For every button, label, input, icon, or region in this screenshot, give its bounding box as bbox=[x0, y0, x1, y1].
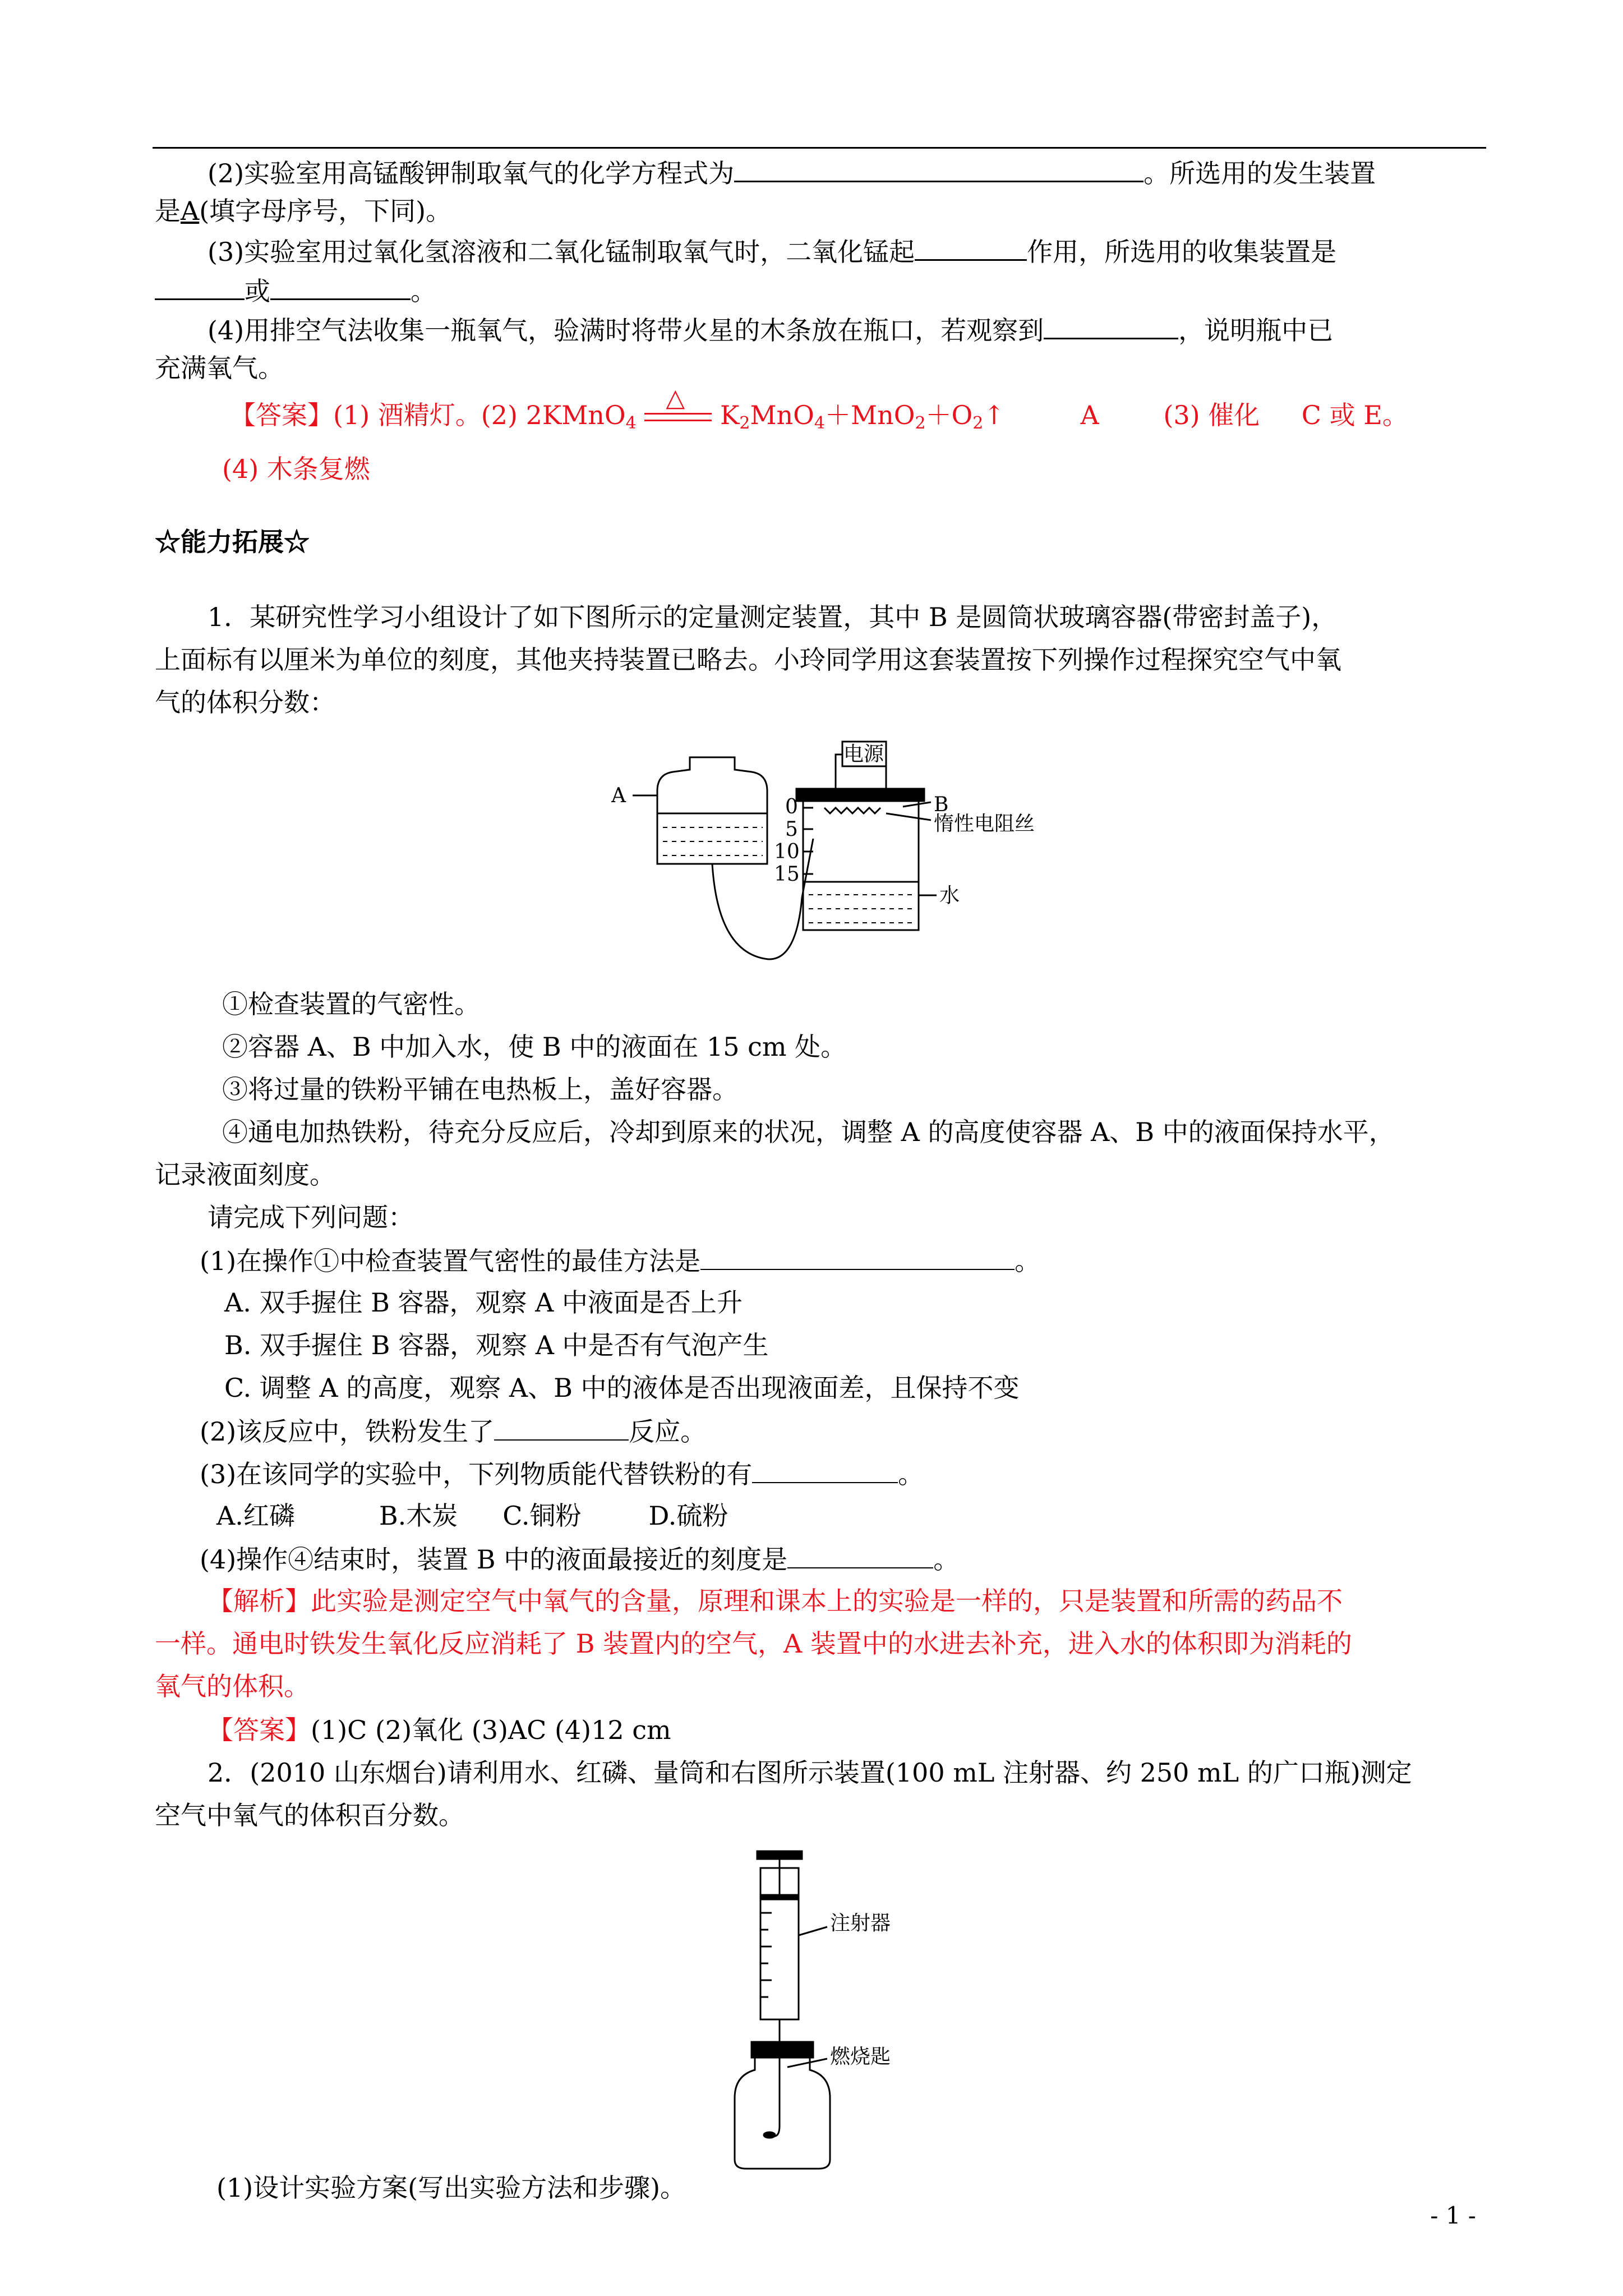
q3-line2: 或 。 bbox=[155, 273, 436, 308]
ex1-line3: 气的体积分数： bbox=[155, 687, 335, 717]
blank bbox=[752, 1456, 898, 1483]
blank bbox=[494, 1414, 629, 1441]
heat-condition: △ bbox=[644, 398, 712, 432]
step-4-line1: ④通电加热铁粉，待充分反应后，冷却到原来的状况，调整 A 的高度使容器 A、B 中的液面保持水平， bbox=[222, 1117, 1395, 1147]
blank bbox=[915, 233, 1027, 261]
apparatus-figure-1 bbox=[611, 729, 1038, 987]
tick-10: 10 bbox=[774, 840, 800, 863]
instruction: 请完成下列问题： bbox=[208, 1202, 414, 1232]
label-wire: 惰性电阻丝 bbox=[934, 812, 1035, 835]
option-a: A. 双手握住 B 容器，观察 A 中液面是否上升 bbox=[224, 1287, 743, 1318]
label-syringe: 注射器 bbox=[830, 1912, 891, 1935]
step-3: ③将过量的铁粉平铺在电热板上，盖好容器。 bbox=[222, 1074, 738, 1105]
answer-line1: 【答案】(1) 酒精灯。(2) 2KMnO$_4$ △ $K_2MnO_4+MnO_2+O_2↑$ A (3) 催化 C 或 E。 bbox=[230, 384, 1408, 433]
blank bbox=[734, 155, 1144, 182]
q2-line2: 是A(填字母序号，下同)。 bbox=[155, 196, 452, 226]
blank bbox=[155, 273, 245, 300]
header-rule bbox=[153, 147, 1486, 149]
ex1-answer: 【答案】(1)C (2)氧化 (3)AC (4)12 cm bbox=[208, 1715, 671, 1745]
analysis-line3: 氧气的体积。 bbox=[155, 1671, 310, 1701]
ex1-q2: (2)该反应中，铁粉发生了 反应。 bbox=[200, 1414, 706, 1448]
ex2-q1: (1)设计实验方案(写出实验方法和步骤)。 bbox=[216, 2173, 686, 2203]
section-title: ☆能力拓展☆ bbox=[155, 527, 310, 557]
ex1-q4: (4)操作④结束时，装置 B 中的液面最接近的刻度是 。 bbox=[200, 1542, 959, 1576]
step-4-line2: 记录液面刻度。 bbox=[155, 1159, 335, 1190]
step-2: ②容器 A、B 中加入水，使 B 中的液面在 15 cm 处。 bbox=[222, 1032, 847, 1062]
ex2-line1: 2．(2010 山东烟台)请利用水、红磷、量筒和右图所示装置(100 mL 注射器、约 250 mL 的广口瓶)测定 bbox=[208, 1757, 1412, 1788]
tick-0: 0 bbox=[785, 795, 798, 818]
tick-15: 15 bbox=[774, 863, 800, 886]
ex1-line1: 1．某研究性学习小组设计了如下图所示的定量测定装置，其中 B 是圆筒状玻璃容器(带密封盖子)， bbox=[208, 602, 1338, 632]
option-b: B. 双手握住 B 容器，观察 A 中是否有气泡产生 bbox=[224, 1330, 769, 1360]
q4-line2: 充满氧气。 bbox=[155, 353, 284, 383]
analysis-line2: 一样。通电时铁发生氧化反应消耗了 B 装置内的空气，A 装置中的水进去补充，进入水的体积即为消耗的 bbox=[155, 1628, 1352, 1659]
ex2-line2: 空气中氧气的体积百分数。 bbox=[155, 1800, 464, 1830]
label-a: A bbox=[611, 784, 626, 807]
ex1-q1: (1)在操作①中检查装置气密性的最佳方法是 。 bbox=[200, 1243, 1040, 1278]
blank bbox=[700, 1243, 1015, 1270]
q2-line1: (2)实验室用高锰酸钾制取氧气的化学方程式为 。所选用的发生装置 bbox=[208, 155, 1376, 190]
analysis-line1: 【解析】此实验是测定空气中氧气的含量，原理和课本上的实验是一样的，只是装置和所需的药品不 bbox=[208, 1586, 1343, 1616]
option-c: C. 调整 A 的高度，观察 A、B 中的液体是否出现液面差，且保持不变 bbox=[224, 1373, 1020, 1403]
label-water: 水 bbox=[939, 884, 960, 907]
answer-line2: (4) 木条复燃 bbox=[222, 454, 370, 484]
label-power: 电源 bbox=[843, 743, 884, 766]
blank bbox=[270, 273, 411, 300]
blank bbox=[787, 1542, 933, 1568]
step-1: ①检查装置的气密性。 bbox=[222, 989, 480, 1019]
tick-5: 5 bbox=[785, 818, 798, 841]
ex1-line2: 上面标有以厘米为单位的刻度，其他夹持装置已略去。小玲同学用这套装置按下列操作过程探究空气中氧 bbox=[155, 645, 1341, 675]
q4-line1: (4)用排空气法收集一瓶氧气，验满时将带火星的木条放在瓶口，若观察到 ，说明瓶中已 bbox=[208, 312, 1333, 347]
label-b: B bbox=[934, 793, 949, 816]
ex1-q3: (3)在该同学的实验中，下列物质能代替铁粉的有 。 bbox=[200, 1456, 924, 1491]
page-number: - 1 - bbox=[1430, 2202, 1476, 2229]
q3-line1: (3)实验室用过氧化氢溶液和二氧化锰制取氧气时，二氧化锰起 作用，所选用的收集装置是 bbox=[208, 233, 1336, 269]
label-spoon: 燃烧匙 bbox=[830, 2045, 891, 2068]
blank bbox=[1044, 312, 1178, 339]
apparatus-figure-2 bbox=[729, 1846, 942, 2171]
ex1-q3-choices: A.红磷 B.木炭 C.铜粉 D.硫粉 bbox=[216, 1501, 728, 1531]
